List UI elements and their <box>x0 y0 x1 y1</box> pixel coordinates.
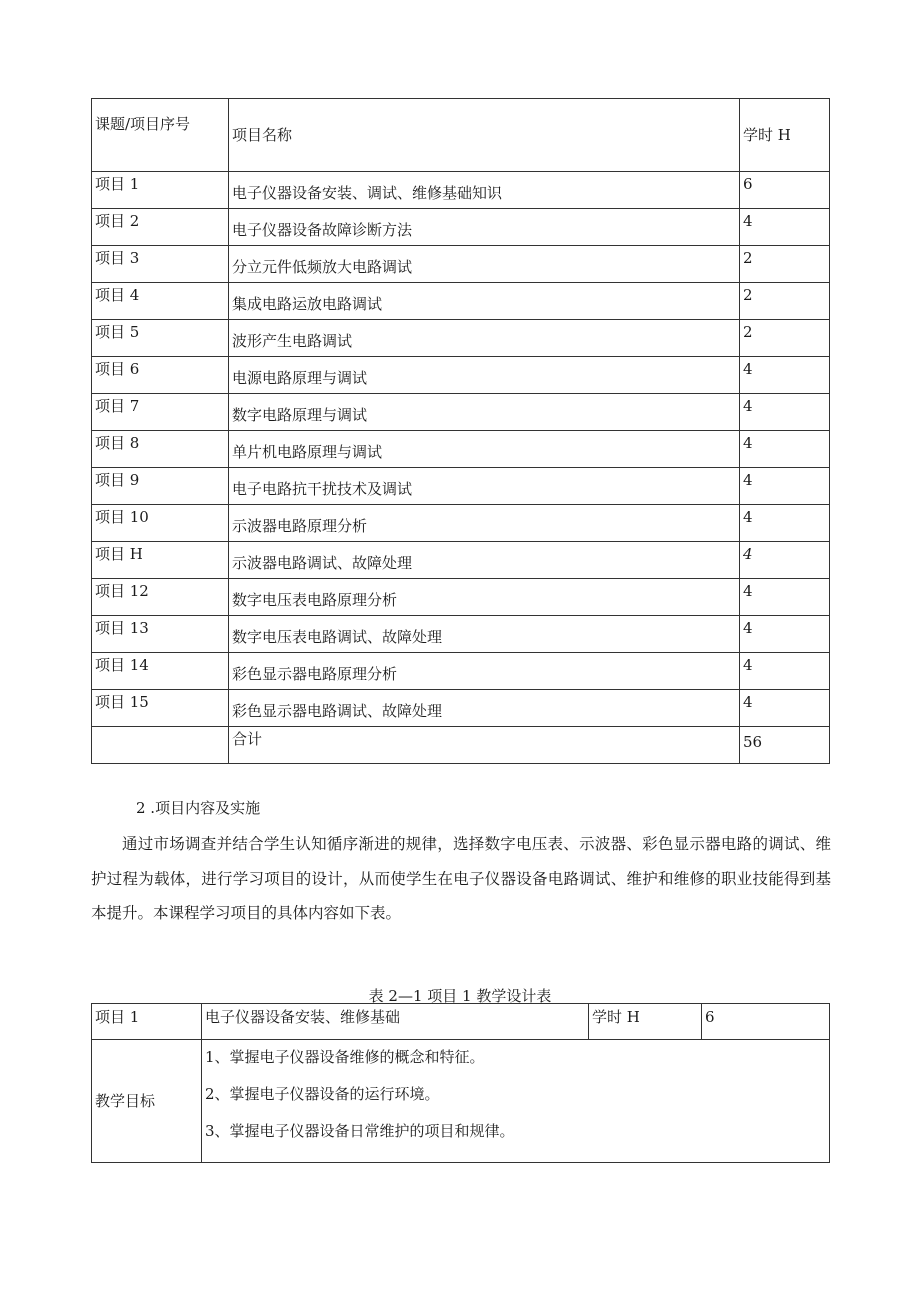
row-project-id: 项目 2 <box>95 212 140 230</box>
table-row <box>92 579 830 616</box>
hours-value-cell <box>702 1004 830 1040</box>
table-row <box>92 505 830 542</box>
goals-label-cell <box>92 1040 202 1163</box>
project-cell <box>92 1004 202 1040</box>
row-project-name: 数字电压表电路原理分析 <box>232 591 398 609</box>
row-hours: 6 <box>743 175 753 193</box>
table-row <box>92 320 830 357</box>
table-row <box>92 431 830 468</box>
teaching-design-table <box>91 1003 830 1163</box>
project-id: 项目 1 <box>95 1008 140 1026</box>
row-project-name: 彩色显示器电路调试、故障处理 <box>232 702 443 720</box>
table-caption: 表 2—1 项目 1 教学设计表 <box>368 987 552 1005</box>
row-project-id: 项目 15 <box>95 693 149 711</box>
project-name: 电子仪器设备安装、维修基础 <box>205 1008 401 1026</box>
hours-label: 学时 H <box>592 1008 640 1026</box>
row-project-id: 项目 14 <box>95 656 149 674</box>
hours-value: 6 <box>705 1008 715 1026</box>
goal-item: 2、掌握电子仪器设备的运行环境。 <box>205 1085 440 1103</box>
row-hours: 4 <box>743 397 753 415</box>
table-row <box>92 616 830 653</box>
row-hours: 4 <box>743 434 753 452</box>
row-hours: 4 <box>743 693 753 711</box>
row-project-id: 项目 1 <box>95 175 140 193</box>
table-row <box>92 246 830 283</box>
row-hours: 4 <box>743 508 753 526</box>
goal-item: 3、掌握电子仪器设备日常维护的项目和规律。 <box>205 1122 515 1140</box>
row-hours: 4 <box>743 582 753 600</box>
row-project-id: 项目 10 <box>95 508 149 526</box>
row-hours: 2 <box>743 323 753 341</box>
row-project-name: 电子仪器设备安装、调试、维修基础知识 <box>232 184 503 202</box>
row-project-name: 彩色显示器电路原理分析 <box>232 665 398 683</box>
empty-cell <box>92 727 229 764</box>
header-cell <box>740 99 830 172</box>
table-row <box>92 690 830 727</box>
row-project-name: 电子电路抗干扰技术及调试 <box>232 480 413 498</box>
table-row <box>92 357 830 394</box>
row-project-name: 示波器电路原理分析 <box>232 517 368 535</box>
row-project-name: 分立元件低频放大电路调试 <box>232 258 413 276</box>
row-project-name: 集成电路运放电路调试 <box>232 295 383 313</box>
table-row <box>92 1004 830 1040</box>
row-project-name: 电子仪器设备故障诊断方法 <box>232 221 413 239</box>
row-project-id: 项目 H <box>95 545 143 563</box>
row-project-name: 示波器电路调试、故障处理 <box>232 554 413 572</box>
header-cell <box>229 99 740 172</box>
project-hours-table <box>91 98 830 764</box>
row-project-id: 项目 12 <box>95 582 149 600</box>
table-row <box>92 172 830 209</box>
table-row <box>92 394 830 431</box>
row-project-name: 电源电路原理与调试 <box>232 369 368 387</box>
row-project-id: 项目 3 <box>95 249 140 267</box>
row-project-id: 项目 8 <box>95 434 140 452</box>
table-row <box>92 468 830 505</box>
table-row <box>92 283 830 320</box>
row-project-name: 数字电路原理与调试 <box>232 406 368 424</box>
row-hours: 2 <box>743 249 753 267</box>
row-hours: 4 <box>743 471 753 489</box>
row-hours: 4 <box>743 545 753 563</box>
header-cell <box>92 99 229 172</box>
goal-item: 1、掌握电子仪器设备维修的概念和特征。 <box>205 1048 485 1066</box>
row-project-name: 数字电压表电路调试、故障处理 <box>232 628 443 646</box>
row-project-name: 单片机电路原理与调试 <box>232 443 383 461</box>
header-hours: 学时 H <box>743 126 791 144</box>
row-project-name: 波形产生电路调试 <box>232 332 353 350</box>
header-project-name: 项目名称 <box>232 126 293 144</box>
row-project-id: 项目 7 <box>95 397 140 415</box>
table-row <box>92 542 830 579</box>
row-hours: 4 <box>743 360 753 378</box>
table-row <box>92 209 830 246</box>
table-total-row <box>92 727 830 764</box>
total-label: 合计 <box>232 730 263 748</box>
project-name-cell <box>202 1004 589 1040</box>
row-hours: 4 <box>743 619 753 637</box>
row-project-id: 项目 6 <box>95 360 140 378</box>
table-header-row <box>92 99 830 172</box>
row-hours: 2 <box>743 286 753 304</box>
row-hours: 4 <box>743 212 753 230</box>
goals-label: 教学目标 <box>95 1091 156 1110</box>
table-row <box>92 653 830 690</box>
table-row <box>92 1040 830 1163</box>
hours-label-cell <box>589 1004 702 1040</box>
row-project-id: 项目 13 <box>95 619 149 637</box>
row-hours: 4 <box>743 656 753 674</box>
row-project-id: 项目 5 <box>95 323 140 341</box>
section-paragraph: 通过市场调查并结合学生认知循序渐进的规律，选择数字电压表、示波器、彩色显示器电路的调试、维护过程为载体，进行学习项目的设计，从而使学生在电子仪器设备电路调试、维护和维修的职业技能得到基本提升。本课程学习项目的具体内容如下表。 <box>91 835 831 922</box>
total-hours: 56 <box>743 733 763 751</box>
row-project-id: 项目 9 <box>95 471 140 489</box>
header-project-number: 课题/项目序号 <box>95 115 191 133</box>
goals-cell <box>202 1040 830 1163</box>
section-heading: 2 .项目内容及实施 <box>136 799 261 817</box>
row-project-id: 项目 4 <box>95 286 140 304</box>
